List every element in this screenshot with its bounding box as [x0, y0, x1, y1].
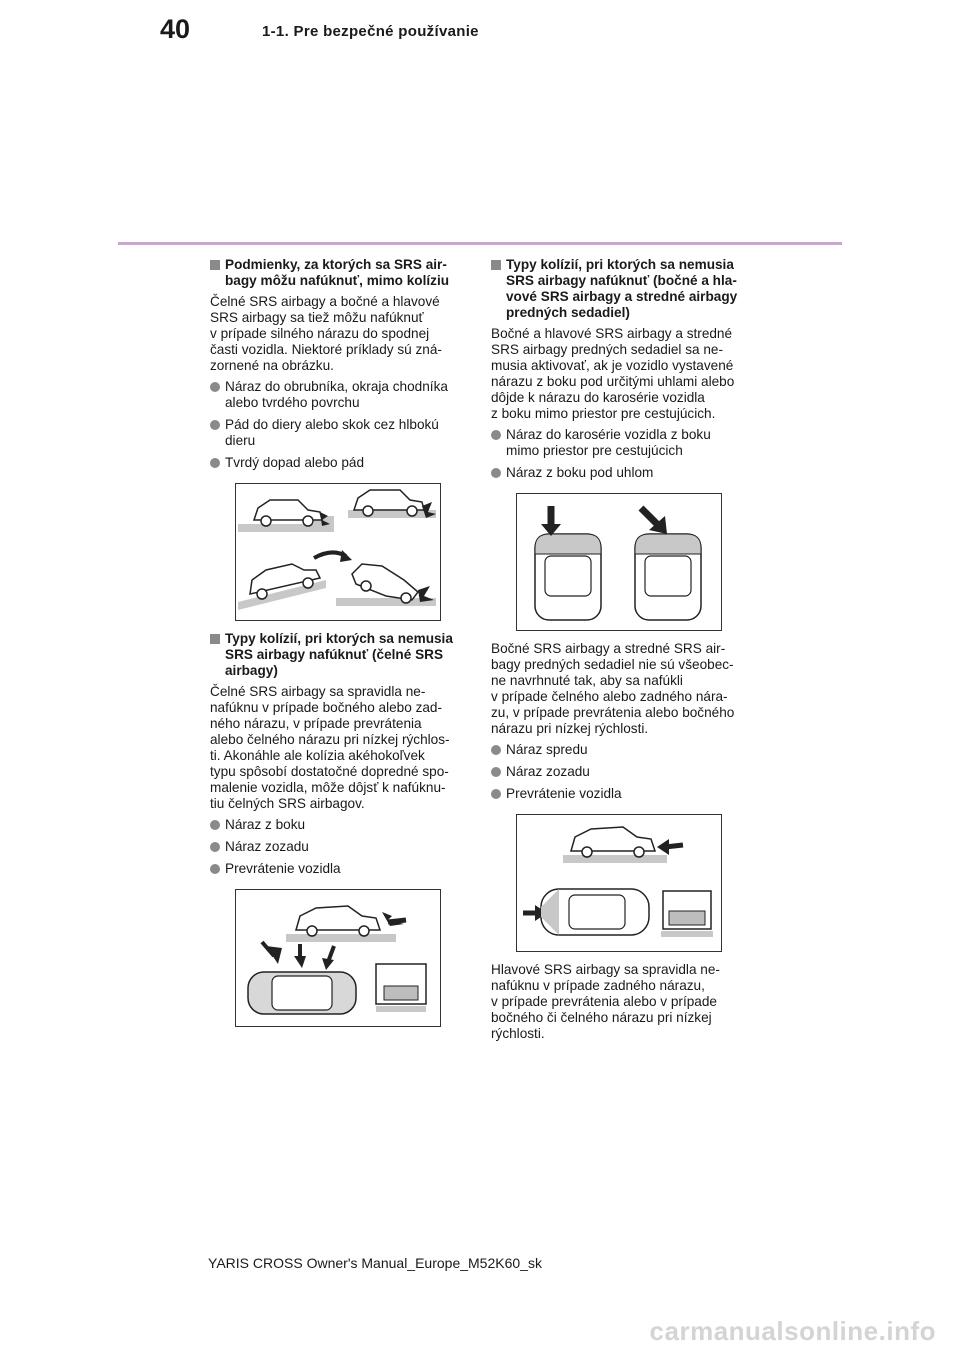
- round-bullet-icon: [210, 864, 220, 874]
- round-bullet-icon: [491, 767, 501, 777]
- left-paragraph-2: Čelné SRS airbagy sa spravidla ne- nafúknu v prípade bočného alebo zad- ného nárazu, v prípade prevrátenia alebo čelného nárazu pri nízkej rýchlos- ti. Akonáhle ale kolízia akéhokoľvek typu spôsobí dostatočné dopredné spo- malenie vozidla, môže dôjsť k nafúknu- tiu čelných SRS airbagov.: [210, 684, 450, 811]
- list-item: Náraz spredu: [491, 742, 749, 758]
- round-bullet-icon: [491, 745, 501, 755]
- round-bullet-icon: [210, 820, 220, 830]
- left-paragraph-1: Čelné SRS airbagy a bočné a hlavové SRS airbagy sa tiež môžu nafúknuť v prípade silného nárazu do spodnej časti vozidla. Niektoré príklady sú zná- zornené na obrázku.: [210, 294, 442, 373]
- frontal-airbag-collision-illustration: [235, 889, 441, 1027]
- square-bullet-icon: [210, 634, 220, 644]
- list-item: Tvrdý dopad alebo pád: [210, 455, 468, 471]
- page-number: 40: [160, 14, 191, 44]
- round-bullet-icon: [210, 382, 220, 392]
- round-bullet-icon: [491, 789, 501, 799]
- round-bullet-icon: [491, 468, 501, 478]
- right-column: [491, 257, 749, 1047]
- left-heading-2: Typy kolízií, pri ktorých sa nemusia SRS airbagy nafúknuť (čelné SRS airbagy): [210, 631, 468, 679]
- left-heading-1: Podmienky, za ktorých sa SRS air- bagy môžu nafúknuť, mimo kolíziu: [210, 257, 468, 289]
- watermark-text: carmanualsonline.info: [649, 1316, 936, 1346]
- list-item: Prevrátenie vozidla: [491, 786, 749, 802]
- round-bullet-icon: [210, 420, 220, 430]
- right-heading-1: Typy kolízií, pri ktorých sa nemusia SRS airbagy nafúknuť (bočné a hla- vové SRS airbagy a stredné airbagy predných sedadiel): [491, 257, 749, 321]
- list-item: Náraz z boku pod uhlom: [491, 465, 749, 481]
- side-airbag-collision-illustration: [516, 814, 722, 952]
- round-bullet-icon: [491, 430, 501, 440]
- list-item: Prevrátenie vozidla: [210, 861, 468, 877]
- left-column: [210, 257, 468, 1037]
- header-rule: [118, 242, 842, 245]
- list-item: Náraz zozadu: [210, 839, 468, 855]
- square-bullet-icon: [491, 260, 501, 270]
- side-impact-outside-cabin-illustration: [516, 493, 722, 631]
- right-paragraph-3: Hlavové SRS airbagy sa spravidla ne- nafúknu v prípade zadného nárazu, v prípade prevrátenia alebo v prípade bočného či čelného nárazu pri nízkej rýchlosti.: [491, 962, 720, 1041]
- curb-impact-illustration: [235, 483, 441, 621]
- list-item: Pád do diery alebo skok cez hlbokú dieru: [210, 417, 468, 449]
- round-bullet-icon: [210, 842, 220, 852]
- page-footer: [0, 1255, 960, 1271]
- round-bullet-icon: [210, 458, 220, 468]
- list-item: Náraz do karosérie vozidla z boku mimo priestor pre cestujúcich: [491, 427, 749, 459]
- footer-text: YARIS CROSS Owner's Manual_Europe_M52K60_sk: [208, 1255, 542, 1271]
- list-item: Náraz z boku: [210, 817, 468, 833]
- section-title: 1-1. Pre bezpečné používanie: [262, 23, 479, 40]
- right-paragraph-1: Bočné a hlavové SRS airbagy a stredné SRS airbagy predných sedadiel sa ne- musia aktivovať, ak je vozidlo vystavené nárazu z boku pod určitými uhlami alebo dôjde k nárazu do karosérie vozidla z boku mimo priestor pre cestujúcich.: [491, 326, 735, 421]
- list-item: Náraz zozadu: [491, 764, 749, 780]
- square-bullet-icon: [210, 260, 220, 270]
- right-paragraph-2: Bočné SRS airbagy a stredné SRS air- bagy predných sedadiel nie sú všeobec- ne navrhnuté tak, aby sa nafúkli v prípade čelného alebo zadného nára- zu, v prípade prevrátenia alebo bočného nárazu pri nízkej rýchlosti.: [491, 641, 735, 736]
- list-item: Náraz do obrubníka, okraja chodníka alebo tvrdého povrchu: [210, 379, 468, 411]
